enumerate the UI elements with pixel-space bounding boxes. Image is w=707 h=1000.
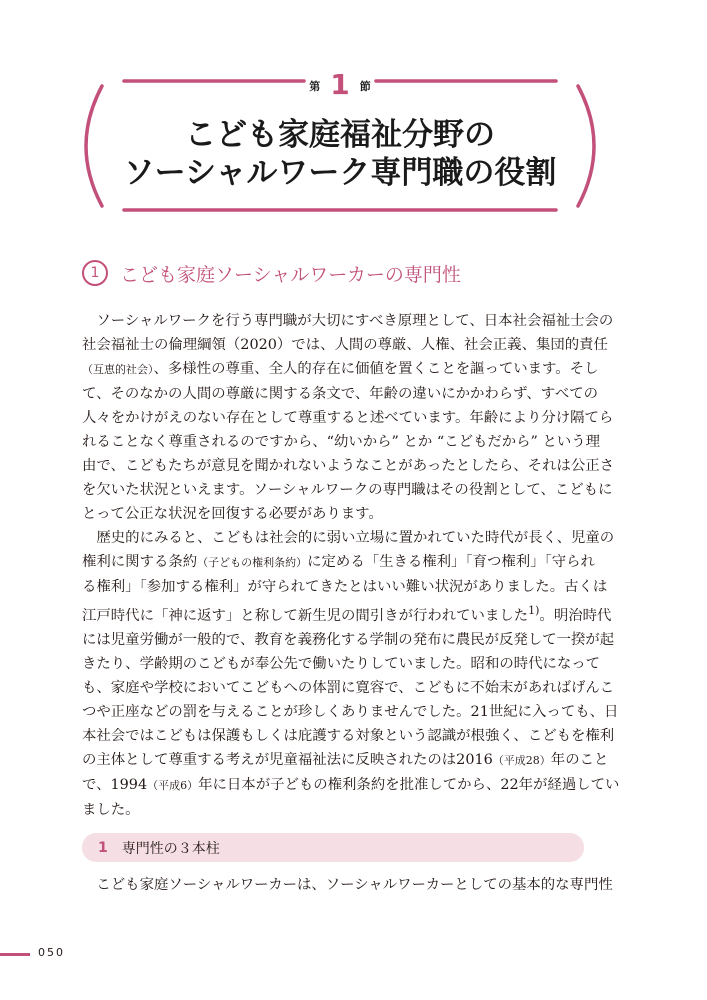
continued-text: こども家庭ソーシャルワーカーは、ソーシャルワーカーとしての基本的な専門性 xyxy=(96,877,613,893)
text-line: 権利に関する条約（子どもの権利条約）に定める「生きる権利」「育つ権利」「守られ xyxy=(82,554,595,570)
text-line: を欠いた状況といえます。ソーシャルワークの専門職はその役割として、こどもに xyxy=(82,482,613,498)
text-line: とって公正な状況を回復する必要があります。 xyxy=(82,506,383,522)
subheading-bar xyxy=(82,833,584,862)
heading-text: こども家庭ソーシャルワーカーの専門性 xyxy=(120,263,461,286)
text-line: 本社会ではこどもは保護もしくは庇護する対象という認識が根強く、こどもを権利 xyxy=(82,727,615,744)
text-line: の主体として尊重する考えが児童福祉法に反映されたのは2016（平成28）年のこと xyxy=(82,751,609,768)
paragraph-1 xyxy=(82,309,615,526)
page-title xyxy=(76,116,604,192)
text-line: 社会福祉士の倫理綱領（2020）では、人間の尊厳、人権、社会正義、集団的責任 xyxy=(82,337,608,353)
paragraph-2 xyxy=(82,526,620,822)
page-number: 050 xyxy=(38,946,65,959)
text-line: れることなく尊重されるのですから、“幼いから” とか “こどもだから” という理 xyxy=(82,434,601,450)
text-line: 江戸時代に「神に返す」と称して新生児の間引きが行われていました$^{1)}$。明治時代 xyxy=(82,604,612,624)
footnote-ref[interactable]: 1) xyxy=(528,604,540,617)
section-suffix: 節 xyxy=(359,80,371,93)
text-line: で、1994（平成6）年に日本が子どもの権利条約を批准してから、22年が経過してい xyxy=(82,776,620,793)
annotation-small: （互恵的社会） xyxy=(82,363,154,376)
body-text xyxy=(82,309,620,822)
text-line: には児童労働が一般的で、教育を義務化する学制の発布に農民が反発して一揆が起 xyxy=(82,631,615,648)
text-line: 歴史的にみると、こどもは社会的に弱い立場に置かれていた時代が長く、児童の xyxy=(96,530,615,546)
text-line: きたり、学齢期のこどもが奉公先で働いたりしていました。昭和の時代になって xyxy=(82,655,601,672)
subheading-text: 専門性の３本柱 xyxy=(121,840,220,857)
title-line-1: こども家庭福祉分野の xyxy=(185,117,495,153)
text-line: ソーシャルワークを行う専門職が大切にすべき原理として、日本社会福祉士会の xyxy=(96,313,614,329)
title-line-2: ソーシャルワーク専門職の役割 xyxy=(123,155,557,191)
section-frame xyxy=(76,64,604,230)
annotation-small: （平成6） xyxy=(147,778,199,792)
section-heading xyxy=(82,258,461,288)
heading-number-circle: 1 xyxy=(82,260,108,286)
text-line: て、そのなかの人間の尊厳に関する条文で、年齢の違いにかかわらず、すべての xyxy=(82,386,599,402)
text-line: 人々をかけがえのない存在として尊重すると述べています。年齢により分け隔てら xyxy=(82,410,614,426)
annotation-small: （平成28） xyxy=(492,753,551,767)
text-line: （互恵的社会）、多様性の尊重、全人的存在に価値を置くことを謳っています。そし xyxy=(82,361,599,377)
text-line: つや正座などの罰を与えることが珍しくありませんでした。21世紀に入っても、日 xyxy=(82,703,619,720)
text-line: ました。 xyxy=(82,801,140,818)
page-number-rule xyxy=(0,953,30,956)
subheading-number: 1 xyxy=(98,839,108,856)
text-line: 由で、こどもたちが意見を聞かれないようなことがあったとしたら、それは公正さ xyxy=(82,458,615,474)
text-line: る権利」「参加する権利」が守られてきたとはいい難い状況がありました。古くは xyxy=(82,579,608,595)
annotation-small: （子どもの権利条約） xyxy=(197,556,308,569)
text-line: も、家庭や学校においてこどもへの体罰に寛容で、こどもに不始末があればげんこ xyxy=(82,679,615,696)
section-label xyxy=(76,68,604,101)
section-prefix: 第 xyxy=(309,80,321,93)
section-number: 1 xyxy=(330,68,350,101)
